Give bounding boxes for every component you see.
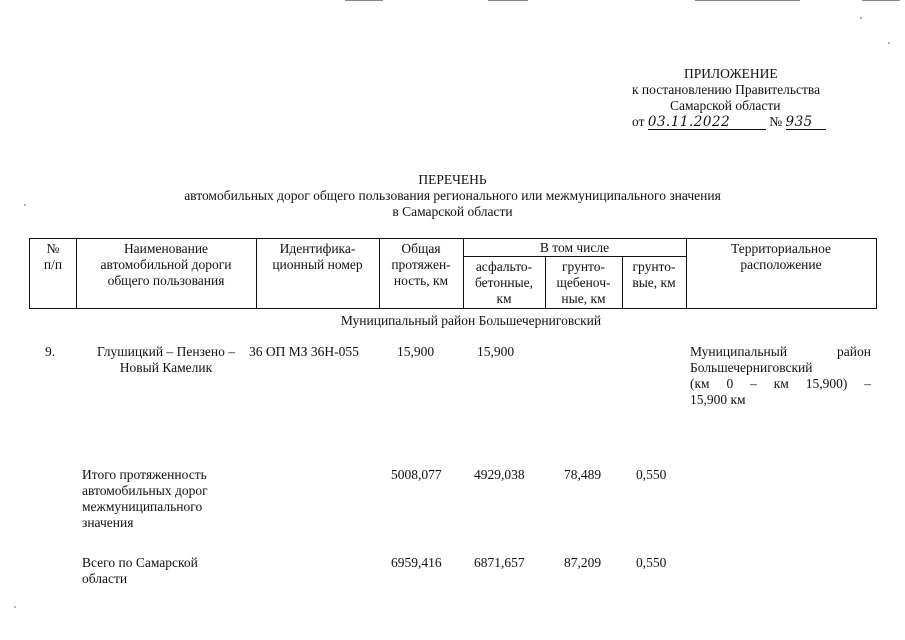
totals-total: 5008,077	[391, 467, 442, 482]
including-divider	[463, 256, 686, 257]
header-dirt: грунто- вые, км	[632, 259, 676, 290]
title-line-1: ПЕРЕЧЕНЬ	[418, 172, 487, 187]
row-road-name: Глушицкий – Пензено – Новый Камелик	[96, 344, 236, 375]
appendix-region: Самарской области	[670, 97, 781, 113]
scan-artifact	[695, 0, 800, 1]
totals-gravel: 78,489	[564, 467, 602, 482]
header-territory: Территориальное расположение	[730, 241, 832, 272]
scan-artifact	[862, 0, 900, 1]
appendix-block	[632, 66, 847, 130]
row-identifier: 36 ОП МЗ 36Н-055	[249, 344, 359, 359]
totals-dirt: 0,550	[636, 555, 667, 570]
totals-dirt: 0,550	[636, 467, 667, 482]
table-header-bottom	[29, 308, 876, 309]
header-identifier: Идентифика- ционный номер	[272, 241, 363, 272]
scan-speck	[888, 42, 890, 44]
row-asphalt: 15,900	[477, 344, 515, 359]
row-total: 15,900	[397, 344, 435, 359]
section-title: Муниципальный район Большечерниговский	[340, 313, 602, 328]
number-prefix: №	[769, 113, 783, 129]
appendix-date-line	[632, 114, 847, 131]
document-title	[0, 172, 905, 220]
scan-artifact	[345, 0, 383, 1]
header-gravel: грунто- щебеноч- ные, км	[556, 259, 611, 306]
title-line-3: в Самарской области	[392, 203, 513, 219]
header-total-length: Общая протяжен- ность, км	[391, 241, 451, 288]
appendix-title: ПРИЛОЖЕНИЕ	[684, 66, 778, 81]
header-including: В том числе	[539, 240, 610, 255]
table-top-border	[29, 238, 876, 239]
number-value: 935	[786, 116, 826, 131]
scan-artifact	[488, 0, 528, 1]
scan-speck	[14, 606, 16, 608]
totals-gravel: 87,209	[564, 555, 602, 570]
col-border	[876, 238, 877, 309]
date-prefix: от	[632, 113, 645, 129]
header-asphalt: асфальто- бетонные, км	[474, 259, 534, 306]
totals-total: 6959,416	[391, 555, 442, 570]
totals-label: Итого протяженность автомобильных дорог межмуниципального значения	[82, 467, 208, 530]
header-num: № п/п	[43, 241, 63, 272]
title-line-2: автомобильных дорог общего пользования регионального или межмуниципального значения	[184, 187, 721, 203]
date-value: 03.11.2022	[648, 116, 766, 131]
row-territory: Муниципальный район Большечерниговский (км 0 – км 15,900) – 15,900 км	[690, 344, 871, 407]
totals-asphalt: 6871,657	[474, 555, 525, 570]
totals-asphalt: 4929,038	[474, 467, 525, 482]
row-number: 9.	[45, 344, 56, 359]
totals-label: Всего по Самарской области	[82, 555, 198, 586]
appendix-decree: к постановлению Правительства	[632, 81, 821, 97]
header-road-name: Наименование автомобильной дороги общего пользования	[100, 241, 232, 288]
scan-speck	[860, 17, 862, 19]
